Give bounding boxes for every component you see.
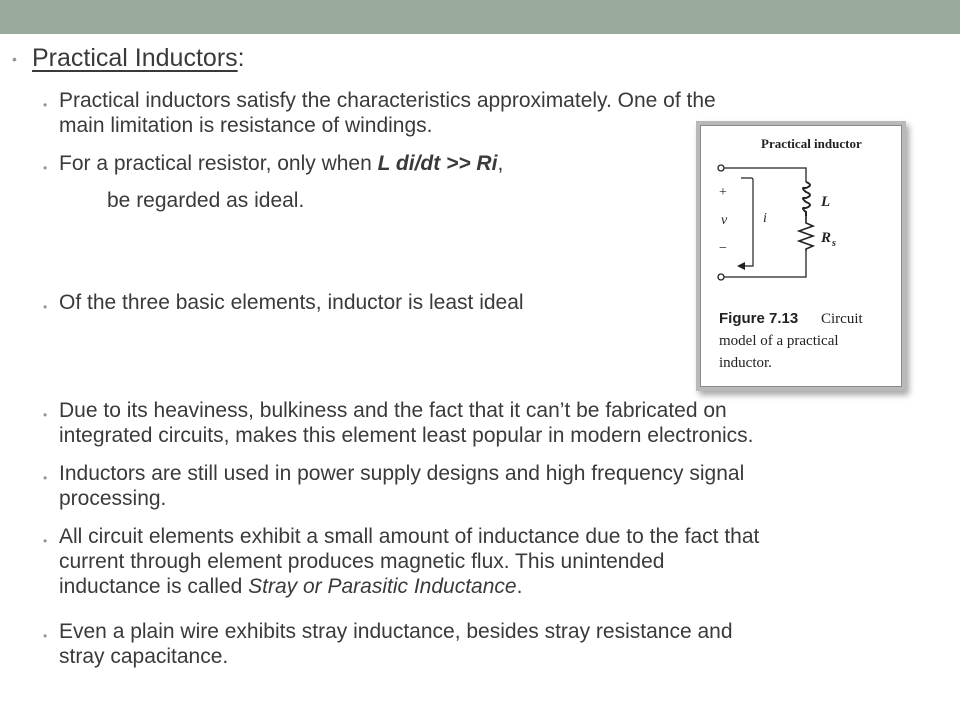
bullet-dot-icon: •	[43, 534, 48, 548]
voltage-label: v	[721, 213, 728, 228]
heading-text: Practical Inductors	[32, 44, 238, 72]
bullet-least-ideal	[43, 290, 524, 315]
bullet-heaviness	[43, 398, 754, 448]
bullet-line: Of the three basic elements, inductor is least ideal	[59, 291, 524, 314]
circuit-diagram	[701, 126, 901, 386]
plus-sign: +	[719, 185, 727, 200]
bullet-line: current through element produces magnetic flux. This unintended	[59, 550, 665, 573]
wire-bottom	[724, 251, 806, 277]
bullet-practical-inductors	[43, 88, 716, 138]
bullet-dot-icon: •	[43, 471, 48, 485]
bullet-dot-icon: •	[43, 629, 48, 643]
minus-sign: −	[719, 241, 727, 256]
title-bar	[0, 0, 960, 34]
current-path	[739, 178, 753, 266]
circuit-figure	[700, 125, 902, 387]
figure-number: Figure 7.13	[719, 310, 799, 327]
bullet-dot-icon: •	[43, 408, 48, 422]
current-label: i	[763, 211, 767, 226]
inductor-coil	[803, 182, 810, 216]
resistance-subscript: s	[832, 238, 836, 249]
bullet-text: .	[516, 575, 523, 598]
bullet-line	[59, 574, 759, 599]
bullet-text: inductance is called	[59, 575, 249, 598]
bullet-dot-icon: •	[43, 300, 48, 314]
bullet-line: main limitation is resistance of windings.	[59, 114, 433, 137]
arrow-head-icon	[737, 262, 745, 270]
bullet-text: ,	[497, 152, 504, 175]
caption-line: inductor.	[719, 355, 772, 371]
bullet-line: stray capacitance.	[59, 645, 229, 668]
bullet-power-supply	[43, 461, 745, 511]
bullet-practical-resistor	[43, 151, 504, 176]
bullet-stray-inductance	[43, 524, 760, 599]
bullet-dot-icon: •	[43, 98, 48, 112]
bullet-line: Even a plain wire exhibits stray inductance, besides stray resistance and	[59, 620, 733, 643]
bullet-plain-wire	[43, 619, 733, 669]
resistor-zigzag	[799, 216, 813, 251]
caption-line: Circuit	[821, 311, 863, 327]
bullet-line: Practical inductors satisfy the characteristics approximately. One of the	[59, 89, 716, 112]
bullet-line: All circuit elements exhibit a small amount of inductance due to the fact that	[59, 525, 760, 548]
terminal-top	[718, 165, 724, 171]
heading-bullet	[12, 44, 245, 73]
bullet-line: integrated circuits, makes this element least popular in modern electronics.	[59, 424, 754, 447]
bullet-continuation: be regarded as ideal.	[107, 189, 305, 212]
bullet-line	[59, 151, 503, 176]
term-italic: Stray or Parasitic Inductance	[248, 575, 517, 598]
bullet-dot-icon: •	[43, 161, 48, 175]
equation: L di/dt >> Ri	[377, 152, 498, 175]
caption-line: model of a practical	[719, 333, 839, 349]
resistance-label: R	[821, 230, 832, 246]
heading-colon: :	[237, 44, 245, 72]
inductance-label: L	[821, 194, 831, 210]
wire-top	[724, 168, 806, 182]
bullet-line: Inductors are still used in power supply designs and high frequency signal	[59, 462, 745, 485]
bullet-text: For a practical resistor, only when	[59, 152, 378, 175]
bullet-dot-icon: •	[12, 51, 17, 67]
bullet-line: processing.	[59, 487, 167, 510]
terminal-bottom	[718, 274, 724, 280]
bullet-line: Due to its heaviness, bulkiness and the fact that it can’t be fabricated on	[59, 399, 727, 422]
figure-title: Practical inductor	[761, 136, 862, 151]
